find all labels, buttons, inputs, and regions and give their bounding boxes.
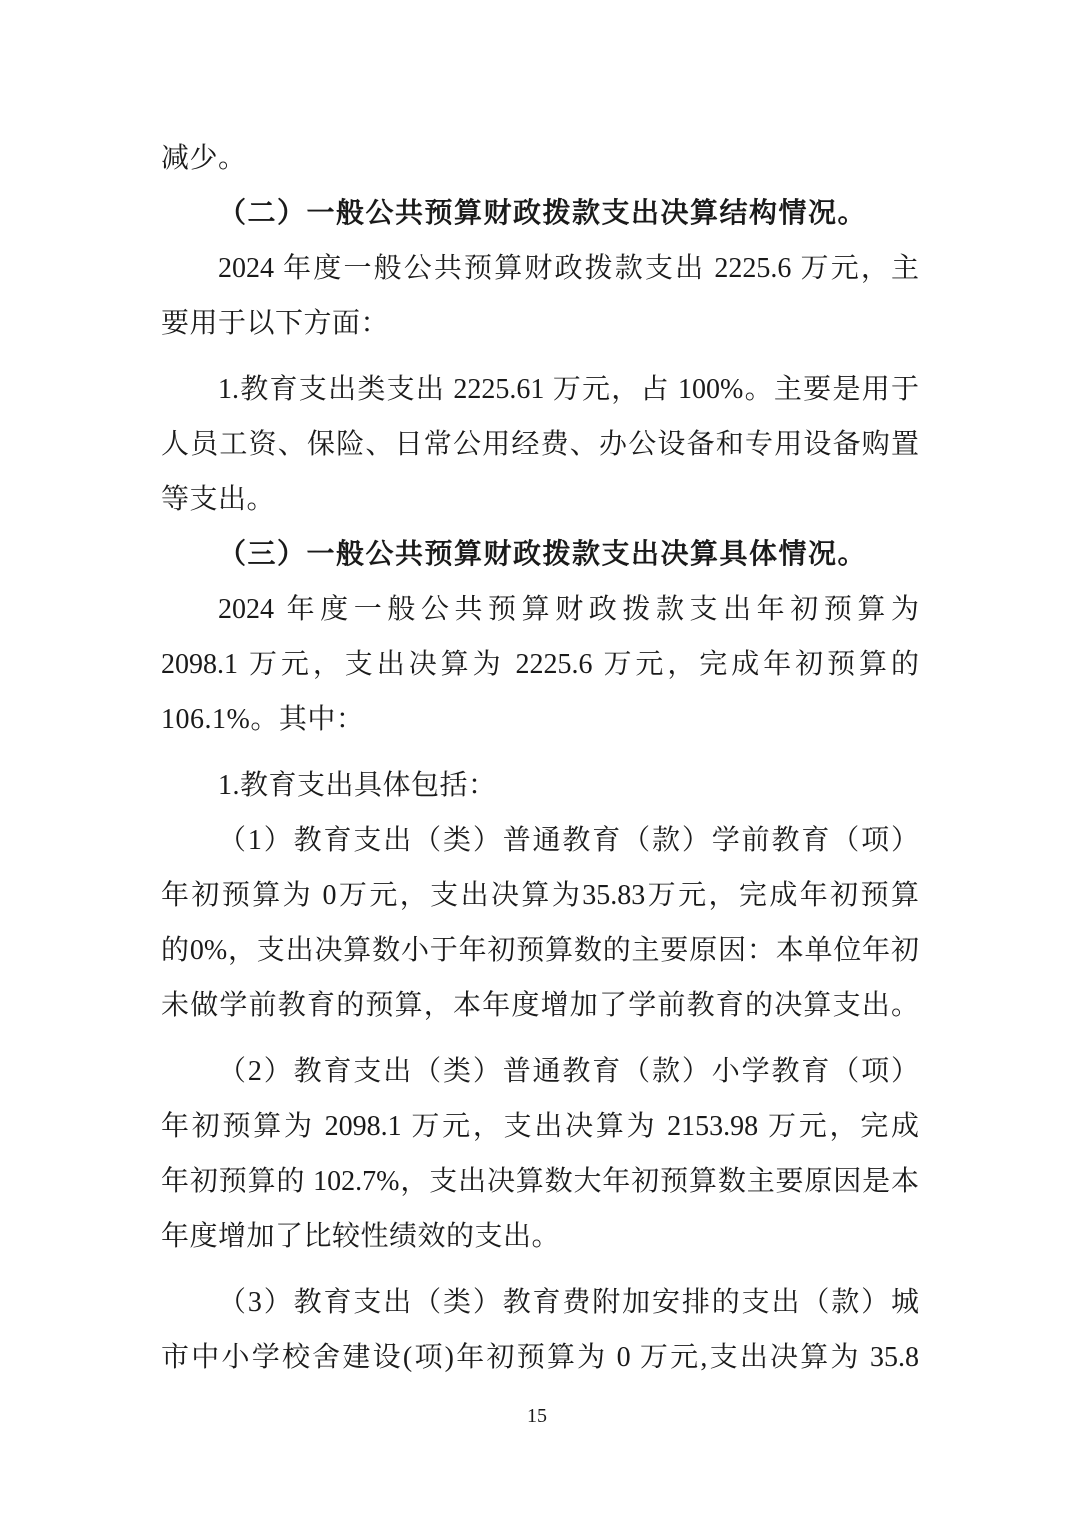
body-line: 市中小学校舍建设(项)年初预算为 0 万元,支出决算为 35.8 [161,1342,919,1373]
body-line: 2024 年度一般公共预算财政拨款支出 2225.6 万元，主 [218,253,919,284]
body-line: 106.1%。其中： [161,704,365,735]
document-content [161,131,919,1385]
body-line: 1.教育支出具体包括： [218,770,497,801]
body-line: 2098.1 万元，支出决算为 2225.6 万元，完成年初预算的 [161,649,919,680]
section-heading-3: （三）一般公共预算财政拨款支出决算具体情况。 [218,539,868,570]
body-line: 年度增加了比较性绩效的支出。 [161,1221,561,1252]
body-line: 减少。 [161,143,247,174]
body-line: 要用于以下方面： [161,308,390,339]
body-line: 未做学前教育的预算，本年度增加了学前教育的决算支出。 [161,990,919,1021]
body-line: 1.教育支出类支出 2225.61 万元，占 100%。主要是用于 [218,374,919,405]
body-line: （2）教育支出（类）普通教育（款）小学教育（项） [218,1056,919,1087]
body-line: 等支出。 [161,484,276,515]
body-line: （1）教育支出（类）普通教育（款）学前教育（项） [218,825,919,856]
section-heading-2: （二）一般公共预算财政拨款支出决算结构情况。 [218,198,868,229]
body-line: 2024 年度一般公共预算财政拨款支出年初预算为 [218,594,919,625]
body-line: （3）教育支出（类）教育费附加安排的支出（款）城 [218,1287,919,1318]
body-line: 年初预算为 2098.1 万元，支出决算为 2153.98 万元，完成 [161,1111,919,1142]
body-line: 年初预算为 0万元，支出决算为35.83万元，完成年初预算 [161,880,919,911]
body-line: 的0%，支出决算数小于年初预算数的主要原因：本单位年初 [161,935,919,966]
body-line: 人员工资、保险、日常公用经费、办公设备和专用设备购置 [161,429,919,460]
body-line: 年初预算的 102.7%，支出决算数大年初预算数主要原因是本 [161,1166,919,1197]
page-number: 15 [527,1405,547,1427]
